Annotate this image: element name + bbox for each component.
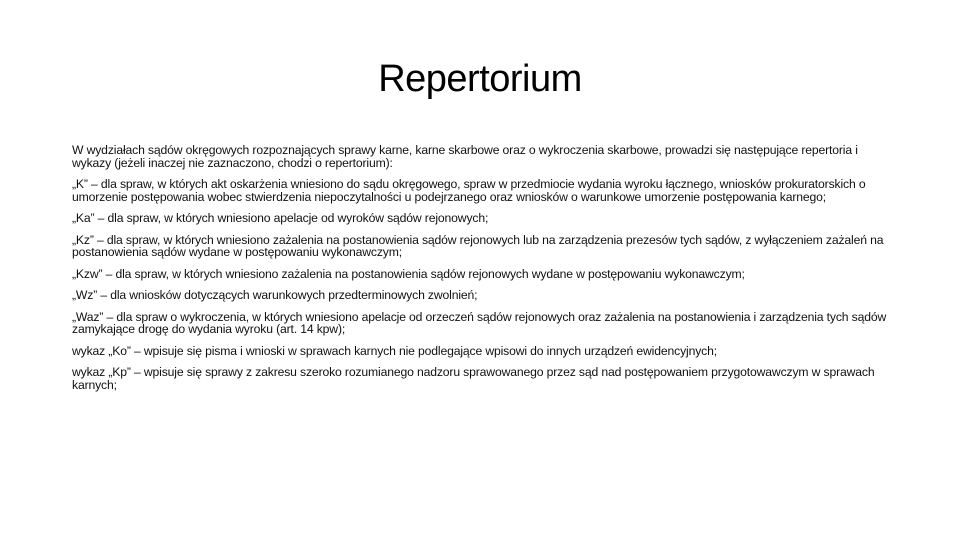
- list-item-ko: wykaz „Ko” – wpisuje się pisma i wnioski w sprawach karnych nie podlegające wpisowi do innych urządzeń ewidencyjnych;: [72, 343, 717, 358]
- list-item-wz: „Wz” – dla wniosków dotyczących warunkowych przedterminowych zwolnień;: [72, 288, 478, 302]
- list-item-kzw: „Kzw” – dla spraw, w których wniesiono zażalenia na postanowienia sądów rejonowych wydane w postępowaniu wykonawczym;: [72, 266, 745, 281]
- list-item-k: „K” – dla spraw, w których akt oskarżenia wniesiono do sądu okręgowego, spraw w przedmiocie wydania wyroku łącznego, wniosków prokuratorskich o umorzenie postępowania wobec stwierdzenia niepoczytalności u podejrzanego oraz wniosków o warunkowe umorzenie postępowania karnego;: [72, 177, 866, 204]
- list-item-kz: „Kz” – dla spraw, w których wniesiono zażalenia na postanowienia sądów rejonowych lub na zarządzenia prezesów tych sądów, z wyłączeniem zażaleń na postanowienia sądów wydane w postępowaniu wykonawczym;: [72, 232, 884, 259]
- slide-title: Repertorium: [378, 58, 582, 100]
- list-item-waz: „Waz” – dla spraw o wykroczenia, w których wniesiono apelacje od orzeczeń sądów rejonowych oraz zażalenia na postanowienia i zarządzenia tych sądów zamykające drogę do wydania wyroku (art. 14 kpw);: [72, 309, 887, 336]
- list-item-kp: wykaz „Kp” – wpisuje się sprawy z zakresu szeroko rozumianego nadzoru sprawowanego przez sąd nad postępowaniem przygotowawczym w sprawach karnych;: [72, 365, 875, 392]
- slide-body: [72, 144, 892, 400]
- intro-paragraph: W wydziałach sądów okręgowych rozpoznających sprawy karne, karne skarbowe oraz o wykroczenia skarbowe, prowadzi się następujące repertoria i wykazy (jeżeli inaczej nie zaznaczono, chodzi o repertorium):: [72, 143, 858, 170]
- list-item-ka: „Ka” – dla spraw, w których wniesiono apelacje od wyroków sądów rejonowych;: [72, 211, 489, 225]
